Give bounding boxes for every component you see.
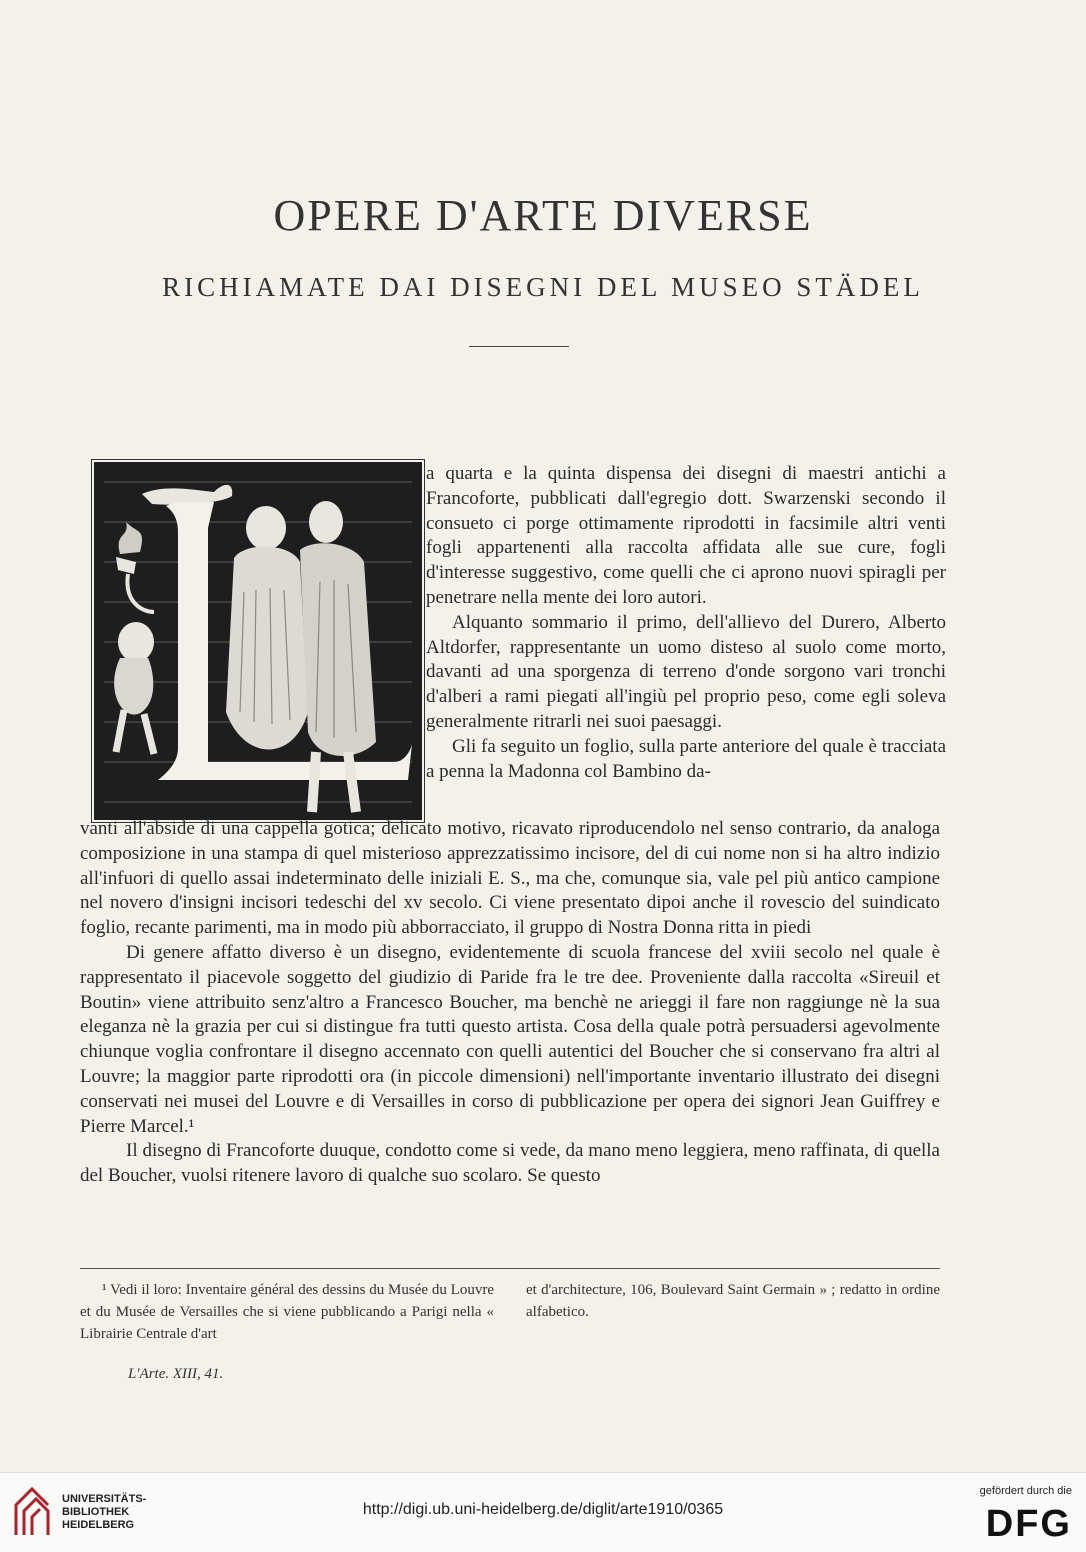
permalink-url[interactable]: http://digi.ub.uni-heidelberg.de/diglit/arte1910/0365 — [362, 1501, 724, 1518]
initial-letter-engraving — [94, 462, 422, 820]
library-name-line-2: BIBLIOTHEK — [62, 1506, 130, 1518]
funding-note: gefördert durch die — [979, 1485, 1072, 1497]
page-signature: L'Arte. XIII, 41. — [128, 1366, 224, 1382]
paragraph-5: Il disegno di Francoforte duuque, condotto come si vede, da mano meno leggiera, meno raffinata, di quella del Boucher, vuolsi ritenere lavoro di qualche suo scolaro. Se questo — [80, 1140, 940, 1187]
paragraph-3-start: Gli fa seguito un foglio, sulla parte anteriore del quale è tracciata a penna la Madonna col Bambino da- — [426, 735, 946, 782]
library-name-line-3: HEIDELBERG — [62, 1519, 135, 1531]
paragraph-2: Alquanto sommario il primo, dell'allievo del Durero, Alberto Altdorfer, rappresentante un uomo disteso al suolo come morto, davanti ad una sporgenza di terreno d'onde sorgono vari tronchi d'alberi a rami piegati all'ingiù pel proprio peso, come egli soleva generalmente ritrarli nei suoi paesaggi. — [426, 611, 946, 732]
paragraph-4: Di genere affatto diverso è un disegno, evidentemente di scuola francese del xviii secolo nel quale è rappresentato il piacevole soggetto del giudizio di Paride fra le tre dee. Proveniente dalla raccolta «Sireuil et Boutin» viene attribuito senz'altro a Francesco Boucher, ma benchè ne arieggi il fare non raggiunge nè la sua eleganza nè la grazia per cui si distingue fra tutti questo artista. Cosa della quale potrà persuadersi agevolmente chiunque voglia confrontare il disegno accennato con quelli autentici del Boucher che si conservano fra altri al Louvre; la maggior parte riprodotti ora (in piccole dimensioni) nell'importante inventario illustrato dei disegni conservati nei musei del Louvre e di Versailles in corso di pubblicazione per opera dei signori Jean Guiffrey e Pierre Marcel.¹ — [80, 941, 940, 1137]
opening-paragraphs — [426, 462, 946, 784]
paragraph-3-continued: vanti all'abside di una cappella gotica; delicato motivo, ricavato riproducendolo nel senso contrario, da analoga composizione in una stampa di quel misterioso apprezzatissimo incisore, del di cui nome non si ha altro indizio all'infuori di quello assai indeterminato delle iniziali E. S., ma che, comunque sia, vale pel più antico campione nel novero d'insigni incisori tedeschi del xv secolo. Ci viene presentato dipoi anche il rovescio del suindicato foglio, recante parimenti, ma in modo più abborracciato, il gruppo di Nostra Donna ritta in piedi — [80, 818, 940, 939]
viewer-footer — [0, 1472, 1086, 1552]
footnote-divider — [80, 1268, 940, 1269]
paragraph-1: a quarta e la quinta dispensa dei disegni di maestri antichi a Francoforte, pubblicati dall'egregio dott. Swarzenski secondo il consueto ci porge ottimamente riprodotti in facsimile altri venti fogli appartenenti alla raccolta affidata alle sue cure, fogli d'interesse suggestivo, come quelli che ci aprono nuovi spiragli per penetrare nella mente dei loro autori. — [426, 463, 946, 608]
footnote-left-column: ¹ Vedi il loro: Inventaire général des dessins du Musée du Louvre et du Musée de Versailles che si viene pubblicando a Parigi nella « Librairie Centrale d'art — [80, 1282, 494, 1342]
footnote-right-column: et d'architecture, 106, Boulevard Saint Germain » ; redatto in ordine alfabetico. — [526, 1282, 940, 1320]
body-paragraphs — [80, 817, 940, 1189]
library-name-line-1: UNIVERSITÄTS- — [62, 1493, 147, 1505]
footnotes — [80, 1279, 940, 1345]
dfg-logo: DFG — [985, 1503, 1072, 1545]
page-subtitle: RICHIAMATE DAI DISEGNI DEL MUSEO STÄDEL — [162, 272, 924, 302]
decorated-initial-illustration — [92, 460, 424, 822]
title-divider — [469, 346, 569, 347]
page-title: OPERE D'ARTE DIVERSE — [273, 191, 813, 240]
